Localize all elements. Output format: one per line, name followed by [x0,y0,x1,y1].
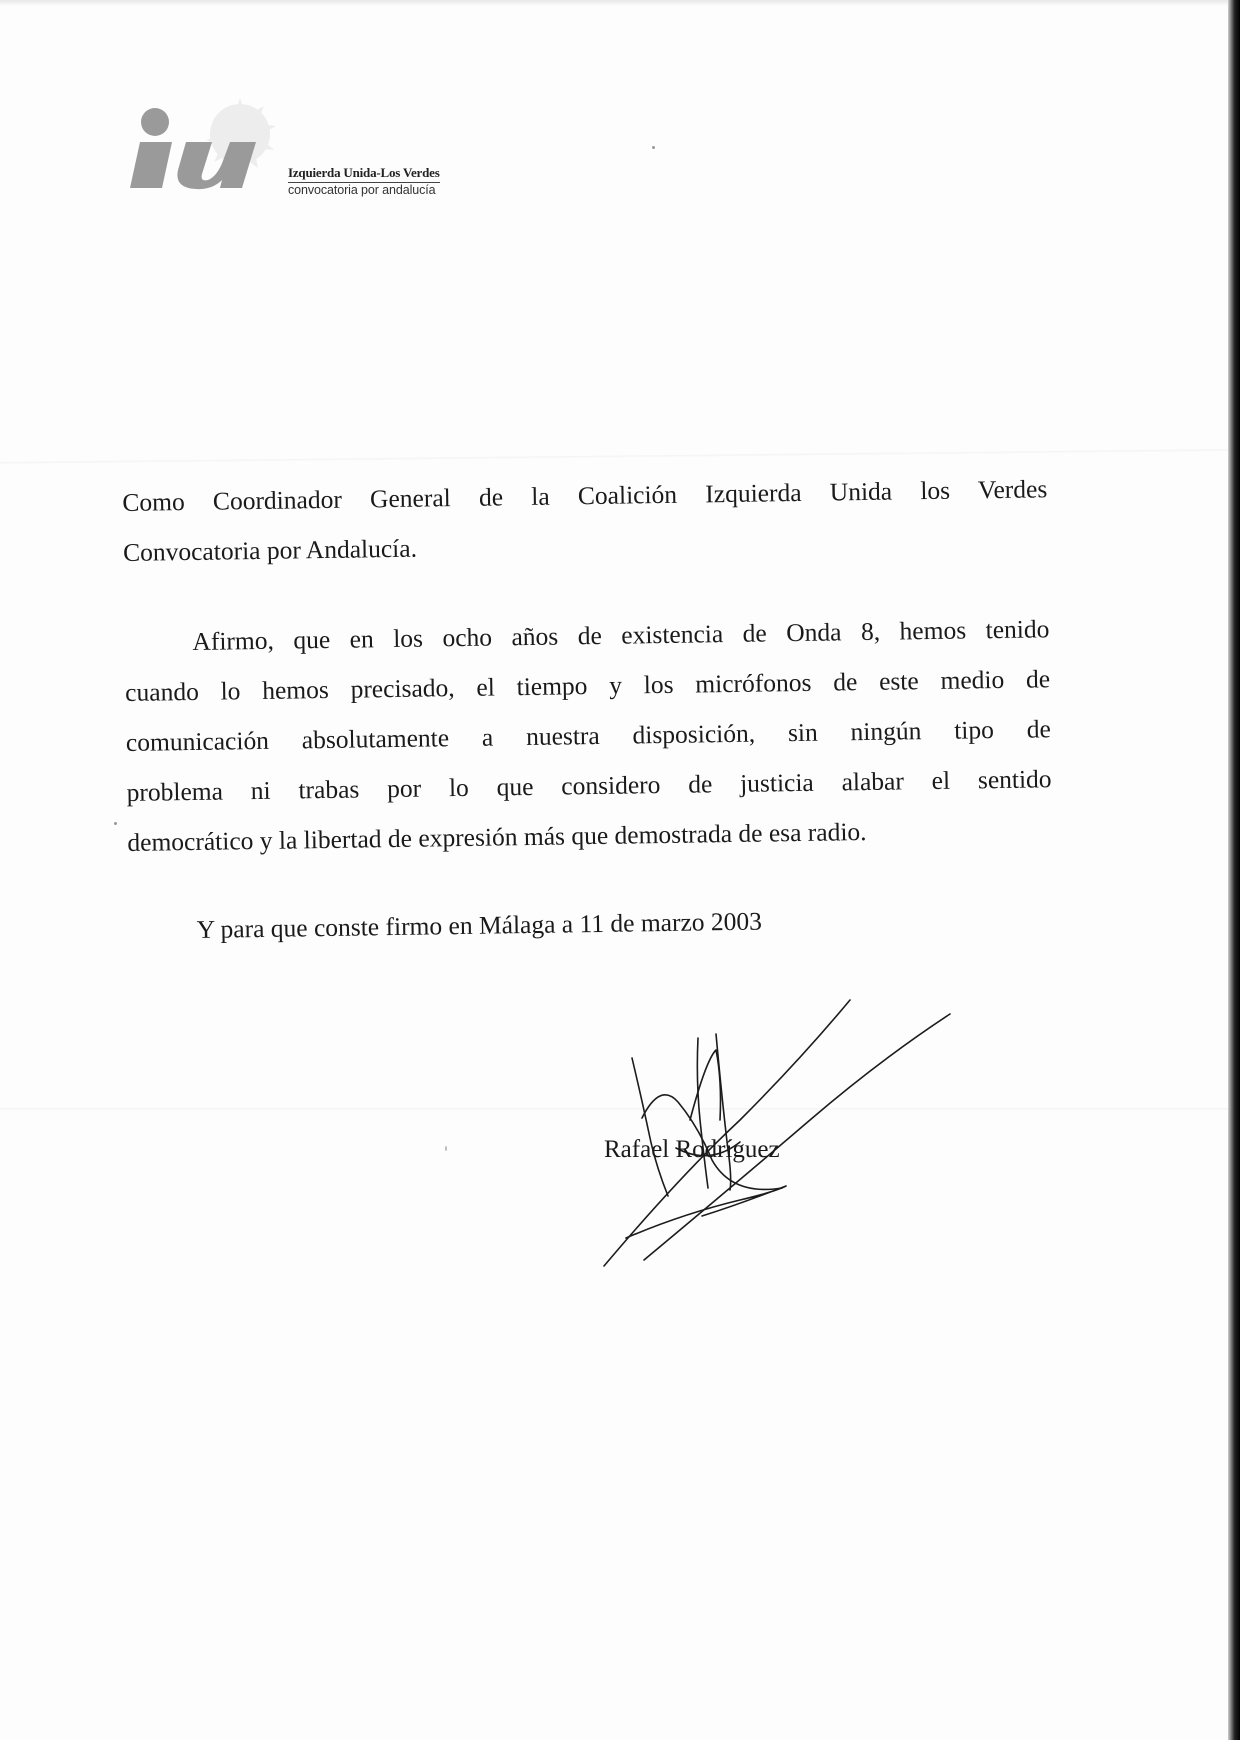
closing-line: Y para que conste firmo en Málaga a 11 de marzo 2003 [196,906,763,944]
iu-logo-icon [128,96,288,206]
signature-block [590,990,970,1270]
opening-line: Convocatoria por Andalucía. [122,533,418,567]
organization-subtitle: convocatoria por andalucía [288,183,436,197]
paragraph-line: comunicación absolutamente a nuestra disposición, sin ningún tipo de [125,714,1052,757]
scan-speck [114,822,117,825]
paper-fold-line [0,449,1228,464]
paragraph-line: democrático y la libertad de expresión más que demostrada de esa radio. [127,816,867,857]
signer-name: Rafael Rodríguez [604,1136,780,1163]
scan-edge-top [0,0,1240,6]
letter-body [122,464,1054,956]
organization-block [288,164,488,197]
letterhead [128,96,488,206]
organization-name: Izquierda Unida-Los Verdes [288,165,440,183]
paragraph-line: Afirmo, que en los ocho años de existencia de Onda 8, hemos tenido [192,614,1050,656]
opening-line: Como Coordinador General de la Coalición Izquierda Unida los Verdes [122,474,1048,517]
paragraph-line: cuando lo hemos precisado, el tiempo y los micrófonos de este medio de [124,664,1051,707]
scan-speck [652,146,655,149]
handwritten-signature [590,990,970,1270]
scan-speck [445,1146,447,1151]
paragraph-line: problema ni trabas por lo que considero de justicia alabar el sentido [126,764,1052,807]
scan-edge-right [1228,0,1240,1740]
statement-paragraph [124,604,1053,868]
